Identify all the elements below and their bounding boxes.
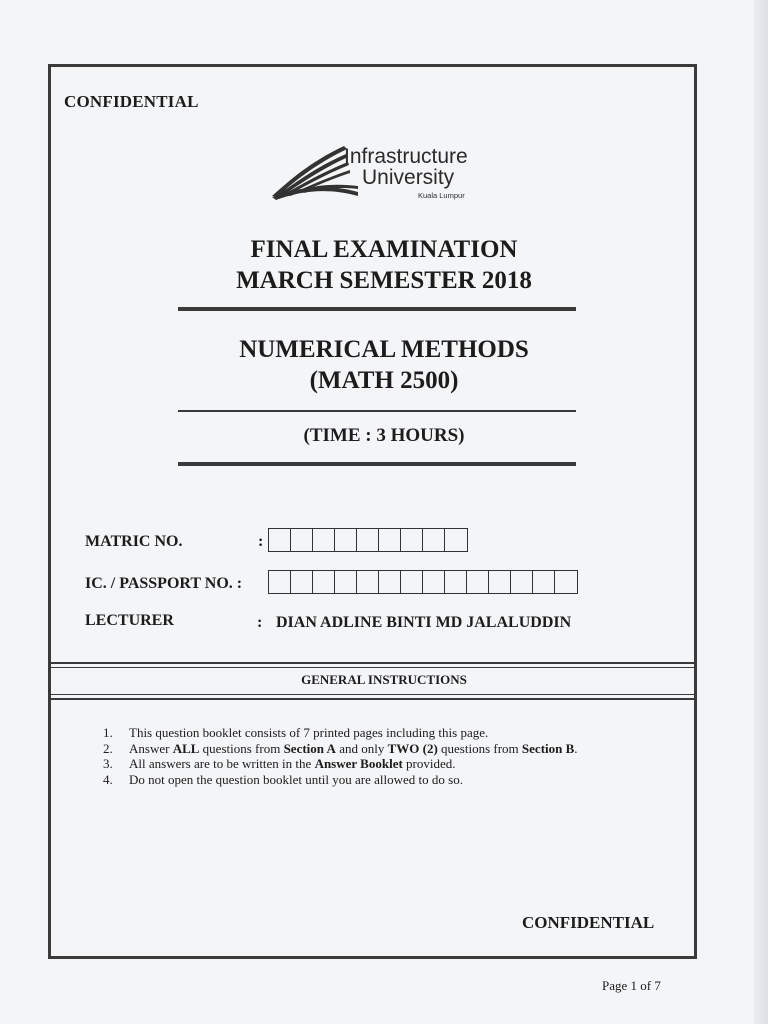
page-number: Page 1 of 7: [602, 978, 661, 993]
course-name: NUMERICAL METHODS: [239, 336, 529, 363]
divider-thin: [178, 410, 576, 412]
page-edge: [754, 0, 768, 1024]
general-instructions-title: GENERAL INSTRUCTIONS: [301, 672, 467, 687]
passport-number-boxes[interactable]: [268, 570, 578, 594]
exam-duration: (TIME : 3 HOURS): [303, 425, 465, 446]
lecturer-colon: :: [257, 614, 263, 631]
divider-thick: [178, 307, 576, 311]
exam-title-line2: MARCH SEMESTER 2018: [236, 267, 532, 294]
divider-thick: [178, 462, 576, 466]
confidential-footer: CONFIDENTIAL: [522, 913, 655, 932]
instructions-list: [103, 725, 578, 787]
instruction-item: 3. All answers are to be written in the Answer Booklet provided.: [103, 756, 456, 771]
logo-text-location: Kuala Lumpur: [418, 191, 465, 200]
university-logo: [270, 140, 510, 204]
exam-title-line1: FINAL EXAMINATION: [250, 236, 518, 263]
instruction-item: 2. Answer ALL questions from Section A and only TWO (2) questions from Section B.: [103, 740, 578, 756]
matric-label: MATRIC NO.: [85, 533, 183, 550]
matric-number-boxes[interactable]: [268, 528, 468, 552]
lecturer-label: LECTURER: [85, 612, 174, 629]
passport-label: IC. / PASSPORT NO. :: [85, 575, 243, 592]
logo-text-infrastructure: Infrastructure: [344, 145, 468, 168]
lecturer-name: DIAN ADLINE BINTI MD JALALUDDIN: [276, 614, 572, 631]
confidential-header: CONFIDENTIAL: [64, 92, 199, 111]
exam-title: [0, 234, 768, 296]
instruction-item: 4. Do not open the question booklet until you are allowed to do so.: [103, 771, 463, 787]
course-code: (MATH 2500): [309, 367, 459, 394]
matric-colon: :: [258, 533, 264, 550]
course-title: [0, 334, 768, 396]
logo-text-university: University: [362, 166, 455, 189]
instruction-item: 1. This question booklet consists of 7 printed pages including this page.: [103, 725, 489, 740]
